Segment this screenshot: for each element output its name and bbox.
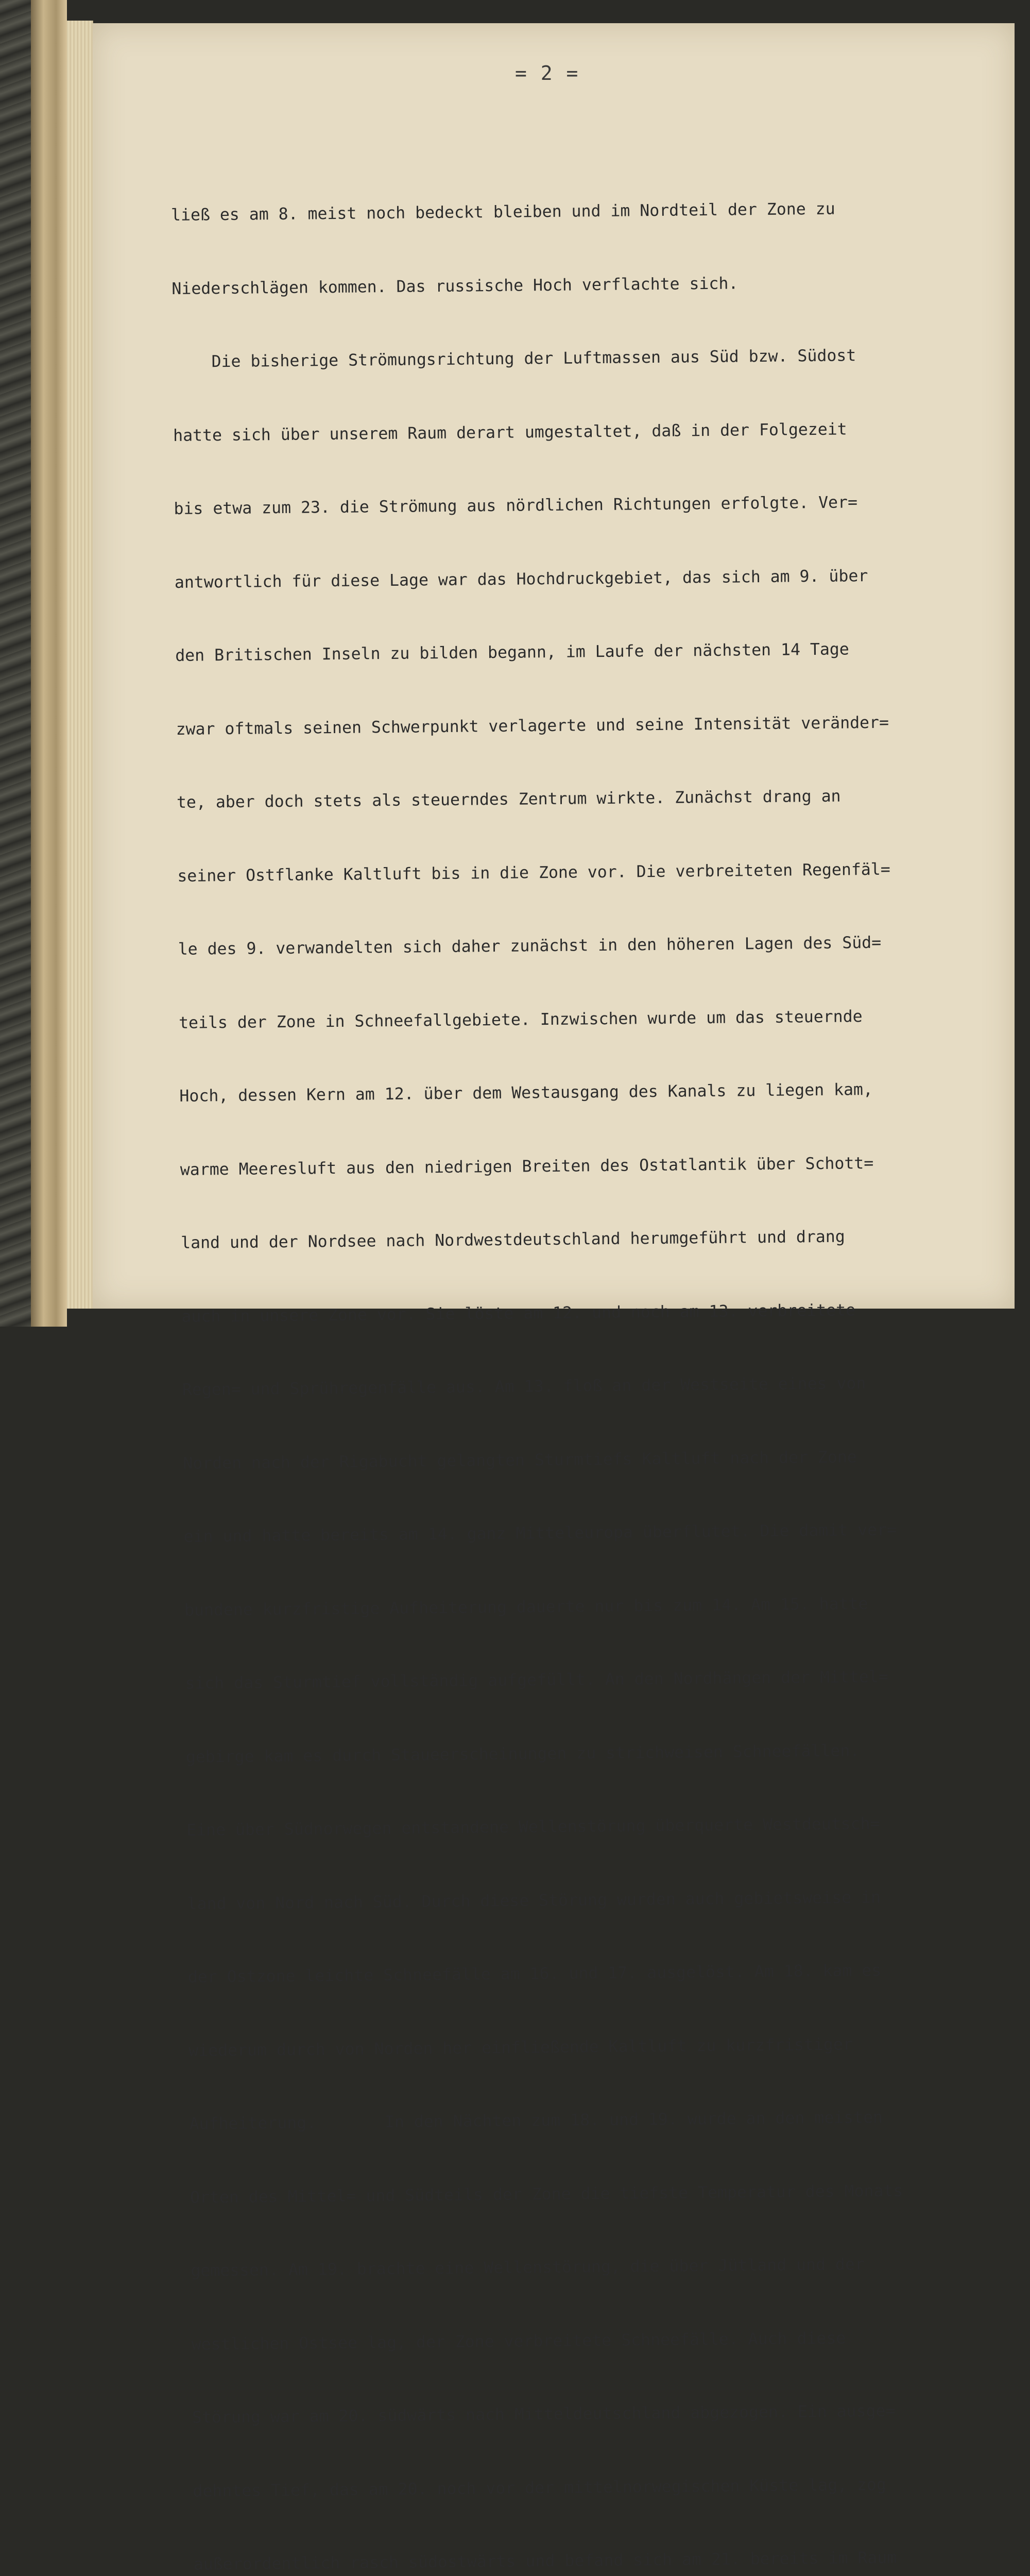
text-line: Regen= und Sprühregenfälle aus. Am 13. floß an der Westseite eines von <box>182 1374 866 1399</box>
text-line: der Ostzone leichte Schneefälle am 16. und 17. ausgelöst. Am 18. kam es <box>187 1961 882 1987</box>
text-line: zwar oftmals seinen Schwerpunkt verlagerte und seine Intensität veränder= <box>176 713 889 739</box>
text-line: westlichen Ostsee lag, der Zone verbreitete Schneefälle. Auch diese <box>191 2329 846 2354</box>
text-line: seiner Ostflanke Kaltluft bis in die Zone vor. Die verbreiteten Regenfäl= <box>177 860 890 886</box>
text-line: den Britischen Inseln zu bilden begann, im Laufe der nächsten 14 Tage <box>175 640 849 665</box>
text-line: ließ es am 8. meist noch bedeckt bleiben und im Nordteil der Zone zu <box>170 199 835 225</box>
body-text <box>170 97 1030 2576</box>
text-line: gemessen. Am 19. brachte eine Wellenstörung, die über Jütland und der <box>191 2255 865 2280</box>
text-line: gebirge kam es durch Staueerscheinungen zu strichweisen Schneefällen. <box>185 1741 860 1767</box>
text-line: auch in unsere Zone vor. Sie löste am 12. und noch am 13. verbreitete <box>181 1300 856 1326</box>
text-line: land von Nord nach Süd. Durch diese Störung wurden auch gebietsweise in <box>187 1888 881 1913</box>
text-line: Aufheiterung. In den Nächten zum 18. und 19. wurde an den meisten <box>189 2108 883 2133</box>
paragraph-1 <box>170 146 1030 2576</box>
page-number: = 2 = <box>515 62 579 84</box>
text-line: te, aber doch stets als steuerndes Zentrum wirkte. Zunächst drang an <box>176 787 841 812</box>
text-line: le des 9. verwandelten sich daher zunächst in den höheren Lagen des Süd= <box>178 933 882 959</box>
page-stack <box>67 21 93 1309</box>
text-line: sich das Sturmtief vollständig aufgefüllt. An den Nordhängen der Mittel= <box>185 1667 888 1693</box>
text-line: teils der Zone in Schneefallgebiete. Inzwischen wurde um das steuernde <box>178 1007 863 1032</box>
text-line: Norden nach der Rigabucht gelangten Sturmtiefs Kaltluft nach der Zone <box>183 1447 857 1473</box>
text-line: warme Meeresluft aus den niedrigen Breiten des Ostatlantik über Schott= <box>180 1154 874 1179</box>
text-line: Orten des Mittel= und Südteils der Zone die tiefste Temperatur des Monats <box>190 2181 903 2207</box>
text-line: Eine über Südnorwegen entstandene Wellenstörung überquerte Westdeutsch= <box>186 1814 880 1840</box>
text-line: wiederum durch von Norden her einfließende Kaltluft zu kurzfristiger <box>188 2035 853 2060</box>
text-line: Niederschlägen kommen. Das russische Hoch verflachte sich. <box>171 274 739 298</box>
text-line: antwortlich für diese Lage war das Hochdruckgebiet, das sich am 9. über <box>174 566 868 592</box>
text-line: Störung war am 20. südwärts nach Mitteldeutschland abgezogen. Ein ausge= <box>192 2401 896 2427</box>
text-line: bundene kurzfristige Aufheiterung dauerte nur bis zum 14. Am 15. hatte <box>184 1594 868 1620</box>
binding-edge <box>31 0 67 1327</box>
text-line: land und der Nordsee nach Nordwestdeutschland herumgeführt und drang <box>181 1227 845 1252</box>
text-line: hatte sich über unserem Raum derart umgestaltet, daß in der Folgezeit <box>173 419 847 445</box>
text-line: Hoch, dessen Kern am 12. über dem Westausgang des Kanals zu liegen kam, <box>179 1080 873 1106</box>
text-line: Die bisherige Strömungsrichtung der Luftmassen aus Süd bzw. Südost <box>172 346 856 371</box>
text-line: dehntes Tief, das am 20. noch vor der mittelnorwegischen Küste lag, zog <box>193 2475 887 2501</box>
text-line: bis etwa zum 23. die Strömung aus nördlichen Richtungen erfolgte. Ver= <box>174 493 858 518</box>
text-line: ein und hatte bereits am 14. ganz Mitteleuropa überflutet. Die damit ver= <box>183 1520 897 1546</box>
book-binding <box>0 0 31 1327</box>
text-line: außerordentlich rasch südostwärts und befand sich am 21. bereits im Raum <box>193 2548 897 2574</box>
document-page <box>93 23 1015 2574</box>
